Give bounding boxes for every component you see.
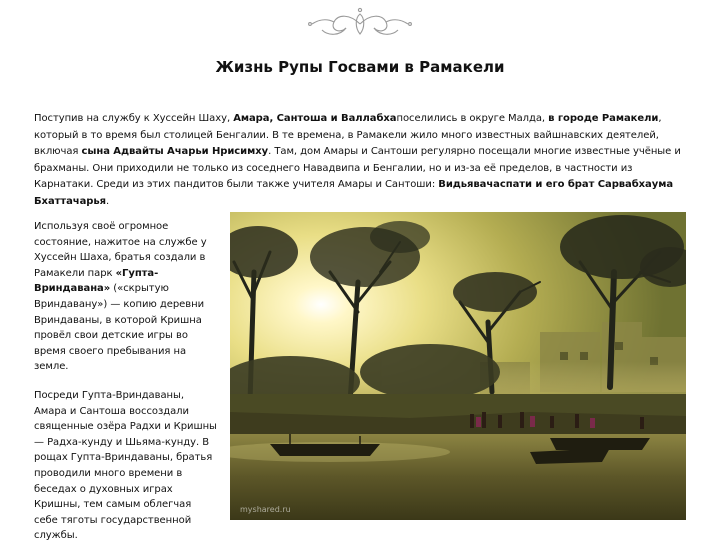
sunset-river-photo (230, 212, 686, 520)
photo-watermark: myshared.ru (240, 505, 291, 514)
highlight-park: «Гупта-Вриндавана» (34, 267, 159, 295)
intro-paragraph: Поступив на службу к Хуссейн Шаху, Амара, Сантоша и Валлабхапоселились в округе Малда, в городе Рамакели, который в то время был столицей Бенгалии. В те времена, в Рамакели жило много известных вайшнавских деятелей, включая сына Адвайты Ачарьи Нрисимху. Там, дом Амары и Сантоши регулярно посещали многие известные учёные и брахманы. Они приходили не только из соседнего Навадвипа и Бенгалии, но и из-за её пределов, в частности из Карнатаки. Среди из этих пандитов были также учителя Амары и Сантоши: Видьявачаспати и его брат Сарвабхаума Бхаттачарья. (34, 113, 681, 207)
highlight-teachers: Видьявачаспати и его брат Сарвабхаума Бхаттачарья (34, 179, 674, 207)
highlight-names: Амара, Сантоша и Валлабха (233, 113, 397, 124)
paragraph-gupta-vrindavana: Используя своё огромное состояние, нажитое на службе у Хуссейн Шаха, братья создали в Рамакели парк «Гупта-Вриндавана» («скрытую Вриндавану») — копию деревни Вриндаваны, в которой Кришна провёл свои детские игры во время своего пребывания на земле. (34, 221, 207, 373)
paragraph-kundas: Посреди Гупта-Вриндаваны, Амара и Сантоша воссоздали священные озёра Радхи и Кришны — Радха-кунду и Шьяма-кунду. В рощах Гупта-Вриндаваны, братья проводили много времени в беседах о духовных играх Кришны, тем самым облегчая себе тяготы государственной службы. (34, 389, 217, 540)
page-title: Жизнь Рупы Госвами в Рамакели (215, 58, 505, 76)
left-column-text (34, 219, 218, 540)
highlight-nrisimha: сына Адвайты Ачарьи Нрисимху (81, 146, 269, 158)
highlight-city: в городе Рамакели (548, 113, 659, 124)
flourish-ornament-icon (300, 6, 420, 42)
